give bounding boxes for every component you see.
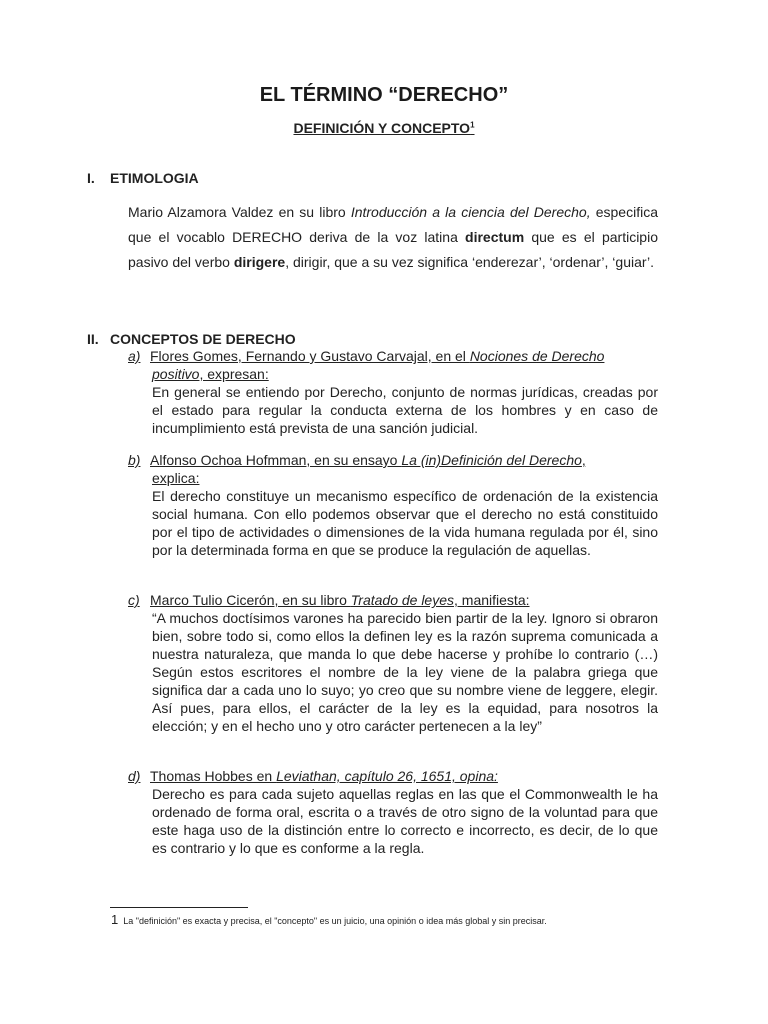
section-number: I. xyxy=(87,170,95,186)
concept-item-d xyxy=(128,767,658,857)
latin-term: directum xyxy=(465,229,525,245)
item-punct: , xyxy=(581,452,586,468)
footnote-number: 1 xyxy=(111,912,119,927)
section-heading-conceptos xyxy=(87,331,296,347)
item-author: Alfonso Ochoa Hofmman, en su ensayo xyxy=(150,452,402,468)
item-verb: , expresan: xyxy=(199,366,269,382)
section-heading-etimologia xyxy=(87,170,199,186)
concept-item-c xyxy=(128,591,658,735)
item-work-title: Tratado de leyes xyxy=(350,592,455,608)
item-work-title: Nociones de Derecho xyxy=(469,348,605,364)
paragraph-text: , dirigir, que a su vez significa ‘enderezar’, ‘ordenar’, ‘guiar’. xyxy=(285,254,655,270)
item-author: Thomas Hobbes en xyxy=(150,768,277,784)
paragraph-text: especifica que el vocablo DERECHO deriva de la voz latina xyxy=(128,204,658,245)
item-text: “A muchos doctísimos varones ha parecido bien partir de la ley. Ignoro si obraron bien, sobre todo si, como ellos la definen ley es la razón suprema comunicada a nuestra naturaleza, que manda lo que debe hacerse y prohíbe lo contrario (…) Según estos escritores el nombre de la ley viene de la palabra griega que significa dar a cada uno lo suyo; yo creo que su nombre viene de leggere, elegir. Así pues, para ellos, el carácter de la ley es la equidad, para nosotros la elección; y en el hecho uno y otro carácter pertenecen a la ley” xyxy=(152,610,658,734)
item-author: Flores Gomes, Fernando y Gustavo Carvajal, en el xyxy=(150,348,470,364)
section-number: II. xyxy=(87,331,99,347)
footnote xyxy=(111,912,547,927)
section-title: ETIMOLOGIA xyxy=(110,170,199,186)
document-title: EL TÉRMINO “DERECHO” xyxy=(259,84,509,106)
footnote-divider xyxy=(110,907,248,908)
item-heading xyxy=(128,347,658,365)
concept-item-a xyxy=(128,347,658,437)
concept-item-b xyxy=(128,451,658,559)
paragraph-text: que es el participio pasivo del verbo xyxy=(128,229,658,270)
item-heading-cont xyxy=(152,365,658,383)
subtitle-text: DEFINICIÓN Y CONCEPTO xyxy=(293,120,471,136)
section-title: CONCEPTOS DE DERECHO xyxy=(110,331,296,347)
item-text: El derecho constituye un mecanismo específico de ordenación de la existencia social humana. Con ello podemos observar que el derecho no está constituido por el tipo de actividades o dimensiones de la vida humana regulada por él, sino por la determinada forma en que se produce la regulación de aquellas. xyxy=(152,488,658,558)
item-work-title: La (in)Definición del Derecho xyxy=(401,452,582,468)
document-subtitle xyxy=(0,120,768,136)
item-text: Derecho es para cada sujeto aquellas reglas en las que el Commonwealth le ha ordenado de forma oral, escrita o a través de otro signo de la voluntad para que este haga uso de la distinción entre lo correcto e incorrecto, es decir, de lo que es contrario y lo que es conforme a la regla. xyxy=(152,786,658,856)
footnote-reference[interactable]: 1 xyxy=(470,120,475,130)
latin-term: dirigere xyxy=(233,254,286,270)
item-letter: c) xyxy=(128,592,140,608)
item-author: Marco Tulio Cicerón, en su libro xyxy=(150,592,351,608)
item-heading xyxy=(128,591,658,609)
item-letter: a) xyxy=(128,348,141,364)
paragraph-text: Mario Alzamora Valdez en su libro xyxy=(128,204,351,220)
footnote-text: La "definición" es exacta y precisa, el "concepto" es un juicio, una opinión o idea más global y sin precisar. xyxy=(123,916,547,926)
book-title: Introducción a la ciencia del Derecho, xyxy=(350,204,591,220)
item-heading xyxy=(128,451,658,469)
item-text: En general se entiendo por Derecho, conjunto de normas jurídicas, creadas por el estado para regular la conducta externa de los hombres y en caso de incumplimiento está prevista de una sanción judicial. xyxy=(152,384,658,436)
etymology-paragraph xyxy=(128,200,658,275)
item-work-title: Leviathan, capítulo 26, 1651, opina: xyxy=(276,768,498,784)
item-work-title: positivo xyxy=(152,366,200,382)
item-heading xyxy=(128,767,658,785)
item-letter: d) xyxy=(128,768,141,784)
item-verb: , manifiesta: xyxy=(454,592,530,608)
item-heading-cont: explica: xyxy=(152,470,200,486)
item-letter: b) xyxy=(128,452,141,468)
